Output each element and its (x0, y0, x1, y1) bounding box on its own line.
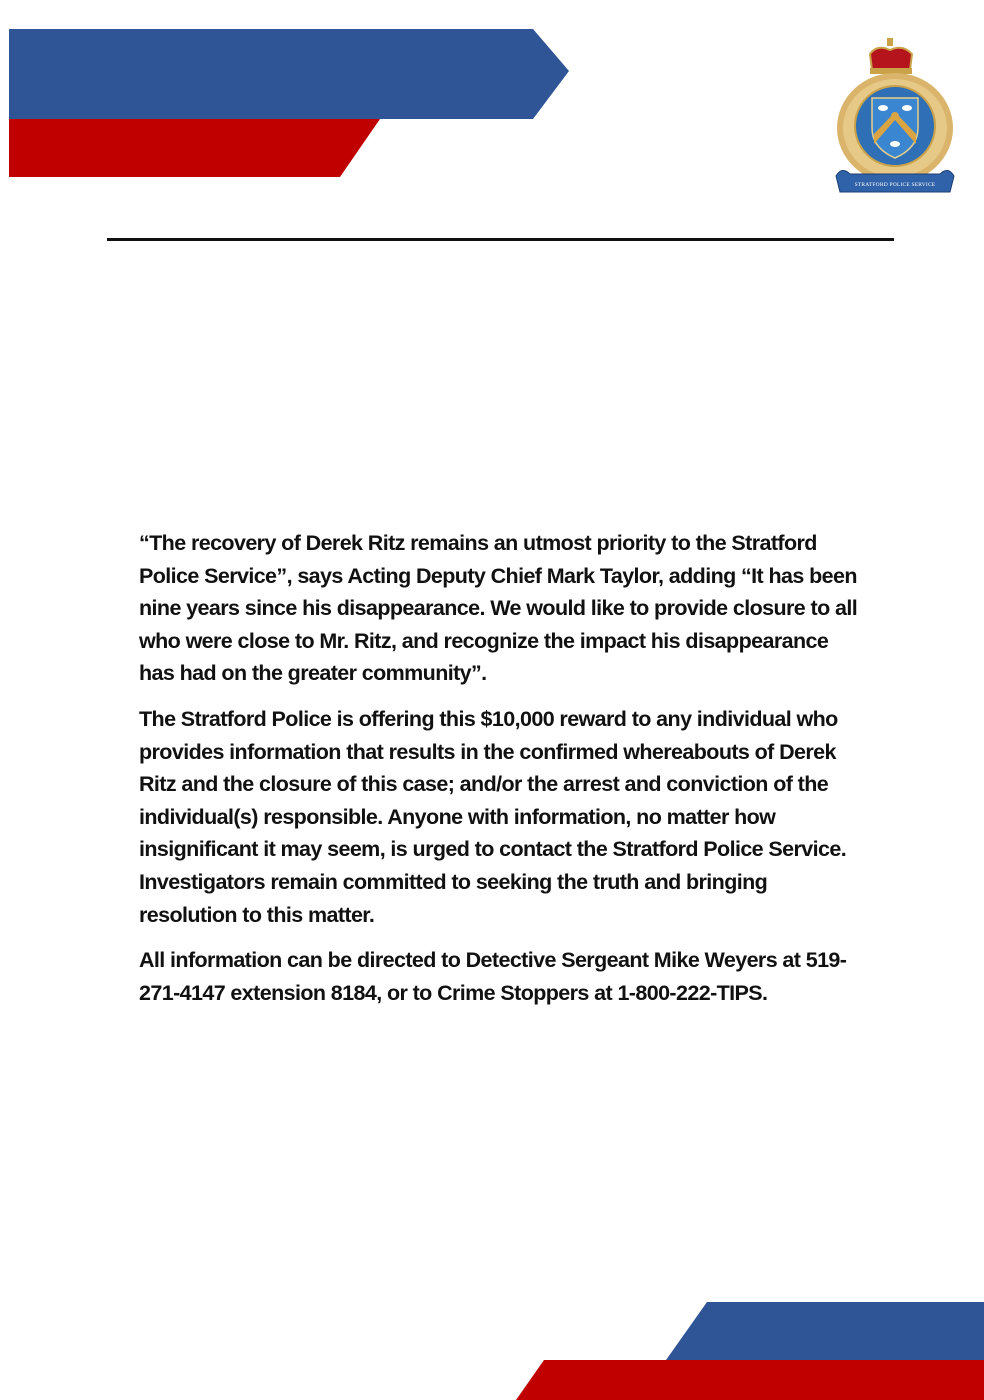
header-banner-stripes (0, 0, 600, 200)
crest-ribbon (836, 170, 954, 192)
paragraph-reward: The Stratford Police is offering this $10,000 reward to any individual who provides information that results in the confirmed whereabouts of Derek Ritz and the closure of this case; and/or the arrest and conviction of the individual(s) responsible. Anyone with information, no matter how insignificant it may seem, is urged to contact the Stratford Police Service. Investigators remain committed to seeking the truth and bringing resolution to this matter. (139, 706, 847, 927)
footer-red-stripe (516, 1360, 984, 1400)
police-crest-icon (832, 36, 958, 196)
footer-banner-stripes (500, 1290, 984, 1400)
blue-stripe (9, 29, 569, 119)
crown-icon (870, 38, 912, 74)
header-divider (107, 238, 894, 241)
red-stripe (9, 119, 380, 177)
crest-banner-text: STRATFORD POLICE SERVICE (854, 182, 936, 188)
press-release-body (139, 527, 859, 1022)
paragraph-contact: All information can be directed to Detective Sergeant Mike Weyers at 519-271-4147 extension 8184, or to Crime Stoppers at 1-800-222-TIPS. (139, 948, 847, 1005)
footer-blue-stripe (666, 1302, 984, 1360)
paragraph-quote: “The recovery of Derek Ritz remains an utmost priority to the Stratford Police Service”, says Acting Deputy Chief Mark Taylor, adding “It has been nine years since his disappearance. We would like to provide closure to all who were close to Mr. Ritz, and recognize the impact his disappearance has had on the greater community”. (139, 531, 858, 686)
